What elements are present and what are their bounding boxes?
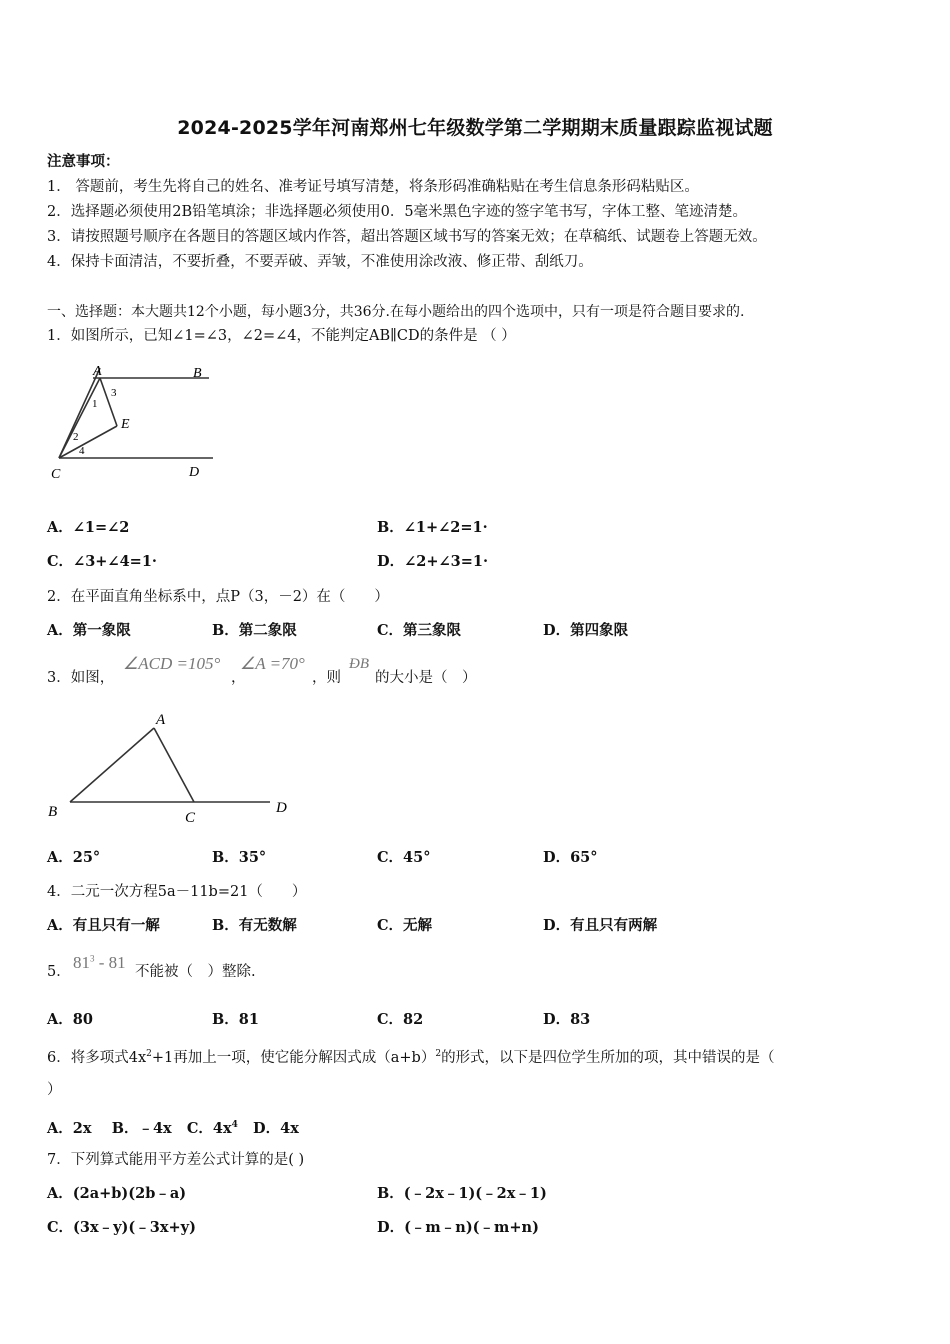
q7-option-c: C．(3x﹣y)(﹣3x+y) [47, 1219, 196, 1236]
q4-option-d: D．有且只有两解 [543, 917, 658, 934]
q3-separator: ， [231, 670, 246, 686]
label-e: E [121, 417, 130, 432]
q5-suffix: 不能被（ ）整除. [135, 964, 256, 980]
q6-stem [47, 1044, 775, 1068]
q3-option-b: B．35° [212, 849, 267, 866]
angle-1: 1 [92, 398, 98, 410]
q5-option-a: A．80 [47, 1011, 93, 1028]
angle-2: 2 [73, 431, 79, 443]
label-b: B [48, 804, 58, 820]
q4-stem: 4．二元一次方程5a－11b=21（ ） [47, 884, 307, 900]
q3-formula-acd: ∠ACD =105° [123, 654, 221, 673]
q6-line2: ） [47, 1082, 62, 1098]
q3-mid: ，则 [312, 670, 341, 686]
q5-base: 81 [73, 953, 90, 972]
q5-option-c: C．82 [377, 1011, 424, 1028]
q2-option-a: A．第一象限 [47, 622, 131, 639]
q6-pre: 6．将多项式4x [47, 1049, 147, 1066]
q1-figure [45, 356, 220, 486]
q3-option-c: C．45° [377, 849, 431, 866]
label-c: C [51, 467, 61, 482]
q5-formula [73, 953, 126, 973]
notice-item-1: 1． 答题前，考生先将自己的姓名、准考证号填写清楚，将条形码准确粘贴在考生信息条形码粘贴区。 [47, 179, 699, 195]
label-a: A [93, 364, 102, 379]
label-a: A [156, 712, 166, 728]
angle-3: 3 [111, 387, 117, 399]
q6-options [47, 1115, 299, 1139]
q6-mid: +1再加上一项，使它能分解因式成（a+b） [151, 1049, 436, 1066]
q4-option-c: C．无解 [377, 917, 433, 934]
q4-option-a: A．有且只有一解 [47, 917, 160, 934]
q3-formula-a: ∠A =70° [240, 654, 305, 673]
q6-option-a: A．2x [47, 1119, 92, 1137]
q6-exp1: 2 [146, 1049, 152, 1059]
label-b: B [193, 366, 202, 381]
q3-figure [42, 708, 302, 830]
q3-prefix: 3．如图， [47, 670, 115, 686]
q3-formula-b: ÐB [349, 656, 369, 672]
q1-option-a: A．∠1=∠2 [47, 519, 130, 536]
q3-suffix: 的大小是（ ） [375, 670, 477, 686]
label-c: C [185, 810, 196, 826]
label-d: D [189, 465, 200, 480]
q1-option-d: D．∠2+∠3=1· [377, 553, 488, 570]
q6-exp2: 2 [435, 1049, 442, 1059]
page-title: 2024-2025学年河南郑州七年级数学第二学期期末质量跟踪监视试题 [177, 117, 773, 139]
q2-option-c: C．第三象限 [377, 622, 462, 639]
q5-tail: - 81 [94, 953, 126, 972]
q3-option-d: D．65° [543, 849, 598, 866]
angle-4: 4 [79, 445, 85, 457]
section-heading: 一、选择题：本大题共12个小题，每小题3分，共36分.在每小题给出的四个选项中，只有一项是符合题目要求的. [47, 304, 745, 320]
q7-option-b: B．(﹣2x﹣1)(﹣2x﹣1) [377, 1185, 547, 1202]
notice-item-3: 3．请按照题号顺序在各题目的答题区域内作答，超出答题区域书写的答案无效；在草稿纸、试题卷上答题无效。 [47, 229, 767, 245]
q7-option-a: A．(2a+b)(2b﹣a) [47, 1185, 187, 1202]
q1-option-c: C．∠3+∠4=1· [47, 553, 157, 570]
q5-option-d: D．83 [543, 1011, 591, 1028]
q6-option-b: B．﹣4x [111, 1119, 172, 1137]
q4-option-b: B．有无数解 [212, 917, 297, 934]
q2-stem: 2．在平面直角坐标系中，点P（3，－2）在（ ） [47, 589, 389, 605]
notice-item-4: 4．保持卡面清洁，不要折叠，不要弄破、弄皱，不准使用涂改液、修正带、刮纸刀。 [47, 254, 593, 270]
q1-option-b: B．∠1+∠2=1· [377, 519, 488, 536]
q6-option-d: D．4x [253, 1119, 299, 1137]
q6-option-c-exp: 4 [231, 1120, 238, 1130]
q7-option-d: D．(﹣m﹣n)(﹣m+n) [377, 1219, 539, 1236]
q6-option-c: C．4x [186, 1119, 232, 1137]
q5-exponent: 3 [90, 953, 95, 964]
q1-stem: 1．如图所示，已知∠1=∠3，∠2=∠4，不能判定AB∥CD的条件是 （ ） [47, 328, 516, 344]
q2-option-d: D．第四象限 [543, 622, 629, 639]
q6-post: 的形式，以下是四位学生所加的项，其中错误的是（ [441, 1049, 775, 1066]
q7-stem: 7．下列算式能用平方差公式计算的是( ) [47, 1152, 305, 1168]
notice-item-2: 2．选择题必须使用2B铅笔填涂；非选择题必须使用0．5毫米黑色字迹的签字笔书写，字体工整、笔迹清楚。 [47, 204, 748, 220]
q5-number: 5． [47, 964, 71, 980]
notice-heading: 注意事项： [47, 153, 120, 170]
label-d: D [276, 800, 287, 816]
q5-option-b: B．81 [212, 1011, 259, 1028]
q2-option-b: B．第二象限 [212, 622, 297, 639]
q3-option-a: A．25° [47, 849, 101, 866]
